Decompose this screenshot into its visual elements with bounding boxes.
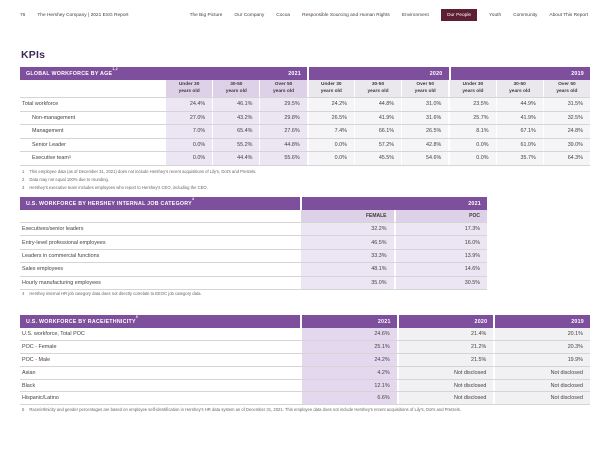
value-cell: 29.8% — [259, 112, 306, 125]
value-cell: 29.5% — [259, 98, 306, 111]
empty-corner-cell — [20, 210, 300, 222]
value-cell: 24.8% — [543, 125, 590, 138]
column-header-under-30: Under 30 years old — [307, 80, 354, 97]
document-id — [20, 13, 128, 18]
value-cell: 26.5% — [401, 125, 448, 138]
value-cell: 21.4% — [397, 328, 494, 340]
nav-item-responsible-sourcing[interactable]: Responsible Sourcing and Human Rights — [302, 12, 390, 18]
nav-item-our-company[interactable]: Our Company — [234, 12, 265, 18]
value-cell: 21.5% — [397, 354, 494, 366]
value-cell: 54.6% — [401, 152, 448, 165]
column-header-over-50: Over 50 years old — [543, 80, 590, 97]
table-row — [20, 112, 590, 126]
row-label: Entry-level professional employees — [20, 236, 300, 248]
table-row — [20, 341, 590, 354]
value-cell: 35.7% — [496, 152, 543, 165]
row-label: POC - Female — [20, 341, 300, 353]
value-cell: 32.2% — [300, 223, 394, 235]
nav-item-our-people[interactable]: Our People — [441, 9, 477, 21]
table-row — [20, 236, 487, 249]
value-cell: 35.0% — [300, 277, 394, 289]
table-header — [20, 197, 487, 210]
column-header-30-50: 30-50 years old — [496, 80, 543, 97]
value-cell: 32.5% — [543, 112, 590, 125]
value-cell: 30.5% — [394, 277, 488, 289]
value-cell: 31.5% — [543, 98, 590, 111]
table-title-segment — [20, 197, 300, 210]
nav-item-cocoa[interactable]: Cocoa — [276, 12, 291, 18]
global-workforce-by-age-table — [20, 67, 590, 166]
footnote: 4 Hershey internal HR job category data does not directly correlate to EEOC job category data. — [22, 291, 202, 296]
value-cell: 46.5% — [300, 236, 394, 248]
value-cell: 64.3% — [543, 152, 590, 165]
row-label: Asian — [20, 367, 300, 379]
year-2021-segment — [302, 197, 487, 210]
year-2019-label: 2019 — [571, 318, 584, 325]
row-label: Hourly manufacturing employees — [20, 277, 300, 289]
year-2020-segment — [309, 67, 449, 80]
table-row — [20, 392, 590, 405]
value-cell: Not disclosed — [493, 367, 590, 379]
value-cell: 24.4% — [165, 98, 212, 111]
table-header — [20, 67, 590, 80]
row-label: Leaders in commercial functions — [20, 250, 300, 262]
value-cell: 43.2% — [212, 112, 259, 125]
table-title: U.S. WORKFORCE BY HERSHEY INTERNAL JOB CATEGORY$^4$ — [26, 197, 195, 207]
value-cell: 44.9% — [496, 98, 543, 111]
value-cell: 24.2% — [300, 354, 397, 366]
nav-item-about-this-report[interactable]: About This Report — [549, 12, 588, 18]
year-2021-label: 2021 — [468, 200, 481, 207]
value-cell: 67.1% — [496, 125, 543, 138]
value-cell: 21.2% — [397, 341, 494, 353]
year-2019-label: 2019 — [571, 70, 584, 77]
value-cell: 17.3% — [394, 223, 488, 235]
table-row — [20, 277, 487, 290]
year-2019-segment — [451, 67, 591, 80]
column-header-row — [20, 210, 487, 223]
row-label: Management — [20, 125, 165, 138]
value-cell: Not disclosed — [397, 380, 494, 392]
year-2019-segment — [495, 315, 590, 328]
value-cell: 25.1% — [300, 341, 397, 353]
year-2020-segment — [399, 315, 494, 328]
table-title: GLOBAL WORKFORCE BY AGE$^{1,2}$ — [26, 67, 119, 77]
value-cell: 20.1% — [493, 328, 590, 340]
table-title: U.S. WORKFORCE BY RACE/ETHNICITY$^5$ — [26, 315, 138, 325]
age-table-footnotes — [22, 169, 256, 193]
value-cell: 0.0% — [307, 152, 354, 165]
value-cell: 20.3% — [493, 341, 590, 353]
table-row — [20, 354, 590, 367]
value-cell: 7.4% — [307, 125, 354, 138]
row-label: POC - Male — [20, 354, 300, 366]
column-header-30-50: 30-50 years old — [354, 80, 401, 97]
nav-item-environment[interactable]: Environment — [401, 12, 429, 18]
value-cell: 6.6% — [300, 392, 397, 404]
column-header-poc: POC — [394, 210, 488, 222]
table-row — [20, 223, 487, 236]
table-header — [20, 315, 590, 328]
value-cell: 66.1% — [354, 125, 401, 138]
value-cell: 0.0% — [165, 139, 212, 152]
value-cell: 14.6% — [394, 263, 488, 275]
column-header-row — [20, 80, 590, 98]
value-cell: Not disclosed — [397, 392, 494, 404]
value-cell: 26.5% — [307, 112, 354, 125]
job-table-footnote — [22, 291, 202, 299]
column-header-over-50: Over 50 years old — [401, 80, 448, 97]
column-header-female: FEMALE — [300, 210, 394, 222]
value-cell: 41.9% — [354, 112, 401, 125]
footnote: 2 Data may not equal 100% due to rounding. — [22, 177, 109, 183]
table-row — [20, 125, 590, 139]
value-cell: 0.0% — [165, 152, 212, 165]
table-title-segment — [20, 67, 307, 80]
value-cell: 16.0% — [394, 236, 488, 248]
value-cell: 31.0% — [401, 98, 448, 111]
row-label: Senior Leader — [20, 139, 165, 152]
year-2021-label: 2021 — [377, 318, 391, 325]
value-cell: 61.0% — [496, 139, 543, 152]
value-cell: 55.6% — [259, 152, 306, 165]
value-cell: 27.0% — [165, 112, 212, 125]
top-bar — [20, 9, 588, 21]
value-cell: Not disclosed — [493, 392, 590, 404]
value-cell: 8.1% — [448, 125, 495, 138]
row-label: Total workforce — [20, 98, 165, 111]
top-nav — [190, 9, 588, 21]
table-row — [20, 139, 590, 153]
value-cell: 24.6% — [300, 328, 397, 340]
value-cell: 57.2% — [354, 139, 401, 152]
row-label: Executive team $^3$ — [20, 152, 165, 165]
value-cell: 55.2% — [212, 139, 259, 152]
value-cell: 44.4% — [212, 152, 259, 165]
value-cell: 24.2% — [307, 98, 354, 111]
value-cell: 12.1% — [300, 380, 397, 392]
nav-item-the-big-picture[interactable]: The Big Picture — [189, 12, 223, 18]
value-cell: 19.9% — [493, 354, 590, 366]
table-row — [20, 263, 487, 276]
row-label: Black — [20, 380, 300, 392]
value-cell: 48.1% — [300, 263, 394, 275]
value-cell: 44.8% — [259, 139, 306, 152]
page-number: 76 — [20, 12, 26, 18]
value-cell: 27.6% — [259, 125, 306, 138]
value-cell: 45.5% — [354, 152, 401, 165]
value-cell: 65.4% — [212, 125, 259, 138]
nav-item-community[interactable]: Community — [513, 12, 538, 18]
race-ethnicity-table — [20, 315, 590, 405]
value-cell: 39.0% — [543, 139, 590, 152]
column-header-under-30: Under 30 years old — [448, 80, 495, 97]
value-cell: 13.9% — [394, 250, 488, 262]
race-table-footnote — [22, 407, 461, 415]
value-cell: 4.2% — [300, 367, 397, 379]
value-cell: 44.8% — [354, 98, 401, 111]
value-cell: Not disclosed — [493, 380, 590, 392]
footnote: 1 This employee data (as of December 31, 2021) does not include Hershey's recent acquisitions of Lily's, Dot's and Pretzels. — [22, 169, 257, 174]
value-cell: 33.3% — [300, 250, 394, 262]
value-cell: 25.7% — [448, 112, 495, 125]
page-title: KPIs — [21, 49, 46, 61]
table-title-segment — [20, 315, 300, 328]
row-label: U.S. workforce, Total POC — [20, 328, 300, 340]
table-row — [20, 367, 590, 380]
value-cell: 0.0% — [448, 152, 495, 165]
value-cell: 0.0% — [448, 139, 495, 152]
table-row — [20, 152, 590, 166]
year-2021-label: 2021 — [288, 70, 301, 77]
value-cell: 0.0% — [307, 139, 354, 152]
row-label: Sales employees — [20, 263, 300, 275]
column-header-under-30: Under 30 years old — [165, 80, 212, 97]
footnote: 3 Hershey's executive team includes employees who report to Hershey's CEO, including the CEO. — [22, 185, 208, 191]
row-label: Non-management — [20, 112, 165, 125]
value-cell: Not disclosed — [397, 367, 494, 379]
value-cell: 7.0% — [165, 125, 212, 138]
year-2020-label: 2020 — [429, 70, 443, 77]
table-row — [20, 380, 590, 393]
job-category-table — [20, 197, 487, 290]
report-title: The Hershey Company | 2021 ESG Report — [37, 12, 129, 18]
table-row — [20, 328, 590, 341]
value-cell: 42.8% — [401, 139, 448, 152]
row-label: Executives/senior leaders — [20, 223, 300, 235]
value-cell: 31.6% — [401, 112, 448, 125]
table-row — [20, 98, 590, 112]
value-cell: 41.9% — [496, 112, 543, 125]
value-cell: 23.5% — [448, 98, 495, 111]
nav-item-youth[interactable]: Youth — [489, 12, 502, 18]
column-header-30-50: 30-50 years old — [212, 80, 259, 97]
column-header-over-50: Over 50 years old — [259, 80, 306, 97]
empty-corner-cell — [20, 80, 165, 97]
value-cell: 46.1% — [212, 98, 259, 111]
year-2020-label: 2020 — [474, 318, 488, 325]
table-row — [20, 250, 487, 263]
footnote: 5 Race/ethnicity and gender percentages are based on employee self-identification in Hershey's HR data system as of December 31, 2021. This employee data does not include Hershey's recent acquisitions of Lily's, Dot's and Pretzels. — [22, 407, 461, 412]
year-2021-segment — [302, 315, 397, 328]
row-label: Hispanic/Latino — [20, 392, 300, 404]
